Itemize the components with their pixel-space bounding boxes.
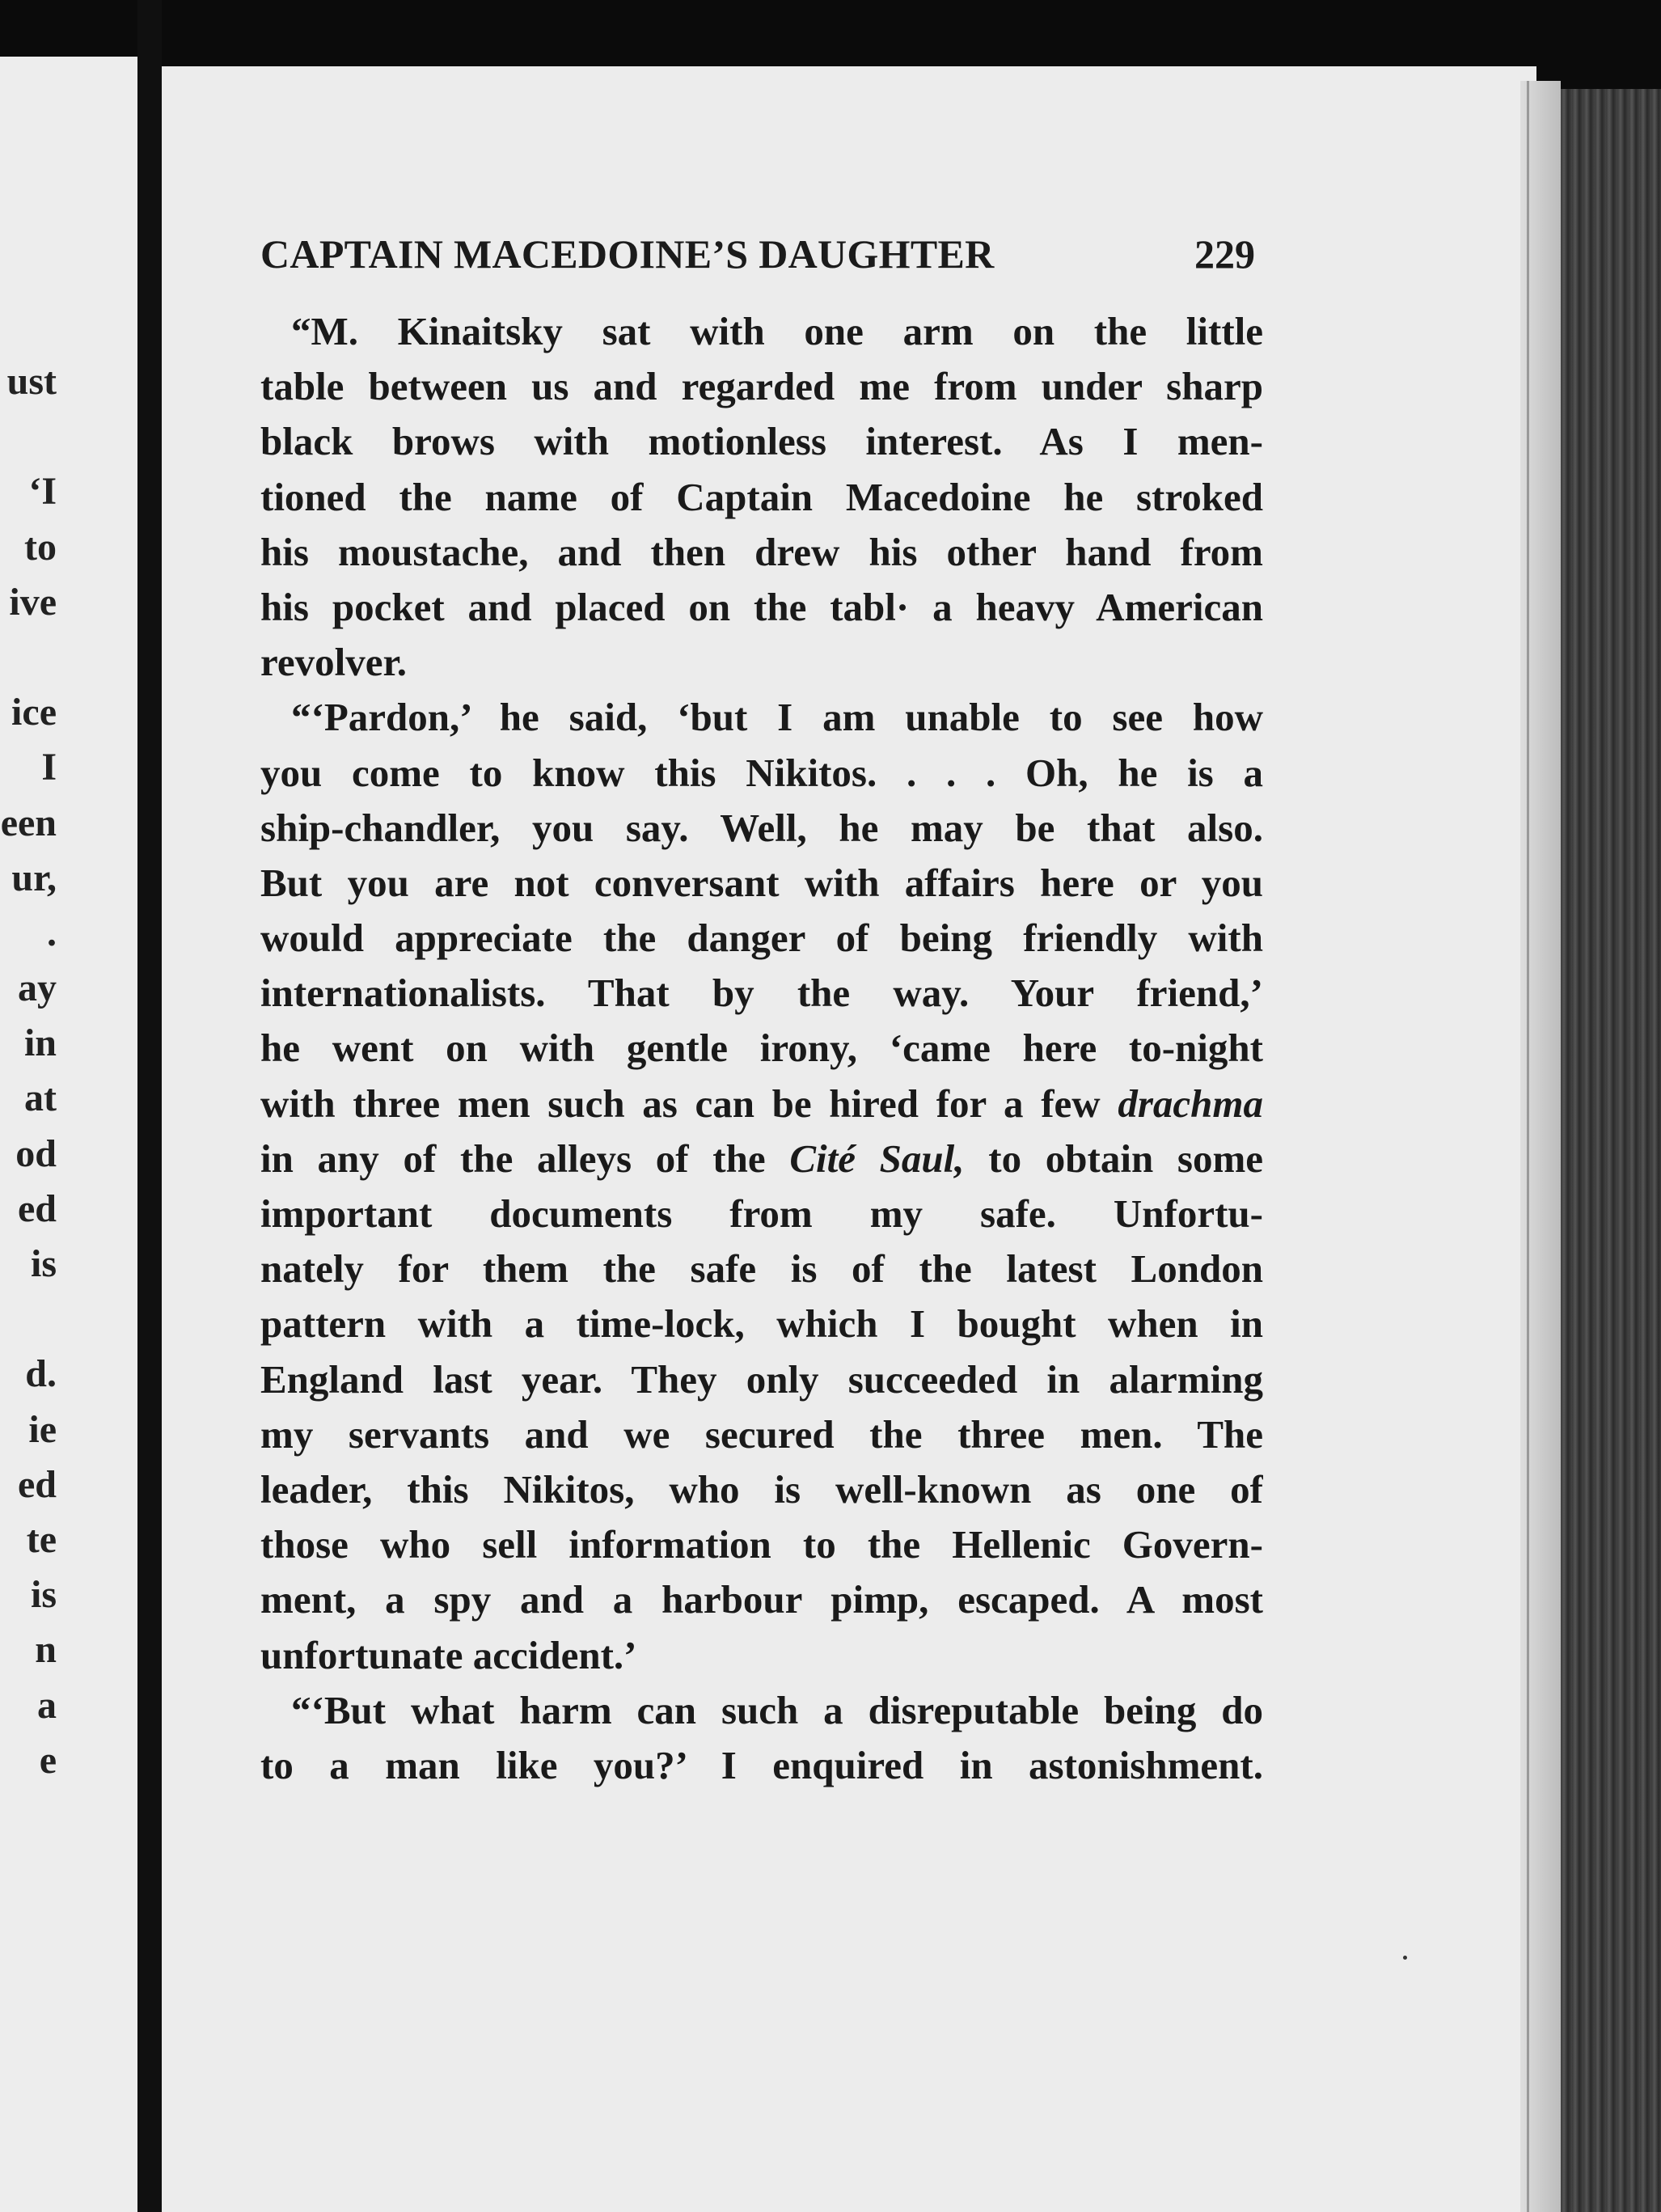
left-fragment: in — [23, 1021, 57, 1065]
text-line: “M. Kinaitsky sat with one arm on the little — [291, 309, 1263, 353]
text-line: he went on with gentle irony, ‘came here to-night — [260, 1026, 1263, 1071]
left-fragment: ed — [18, 1462, 57, 1506]
left-fragment: a — [37, 1683, 57, 1727]
running-header — [260, 222, 1255, 286]
left-fragment: . — [47, 911, 57, 954]
text-line — [260, 1076, 1263, 1131]
text-line: his moustache, and then drew his other hand from — [260, 529, 1263, 574]
text-line: his pocket and placed on the tabl· a heavy American — [260, 584, 1263, 629]
left-facing-page — [0, 57, 142, 2212]
text-line: tioned the name of Captain Macedoine he stroked — [260, 474, 1263, 519]
text-segment: in any of the alleys of the — [260, 1136, 766, 1181]
text-line: nately for them the safe is of the latest London — [260, 1246, 1263, 1292]
text-line — [260, 1131, 1263, 1186]
book-gutter — [137, 0, 162, 2212]
left-fragment: od — [15, 1131, 57, 1175]
left-fragment — [0, 630, 57, 685]
left-fragment: ie — [28, 1407, 57, 1451]
left-fragment: te — [26, 1517, 57, 1561]
text-line: pattern with a time-lock, which I bought when in — [260, 1301, 1263, 1347]
page-edge-line — [1527, 81, 1529, 2212]
left-fragment — [0, 409, 57, 464]
text-line: important documents from my safe. Unfortu- — [260, 1191, 1263, 1236]
text-line: would appreciate the danger of being friendly with — [260, 916, 1263, 961]
text-line: black brows with motionless interest. As I men- — [260, 419, 1263, 464]
left-fragment: ust — [6, 360, 57, 403]
left-fragment — [0, 1292, 57, 1347]
text-line: those who sell information to the Hellenic Govern- — [260, 1522, 1263, 1567]
text-line: to a man like you?’ I enquired in astonishment. — [260, 1742, 1263, 1787]
left-fragment: ur, — [11, 856, 57, 899]
left-fragment: I — [41, 746, 57, 789]
left-fragment: is — [30, 1242, 57, 1285]
text-line: leader, this Nikitos, who is well-known as one of — [260, 1466, 1263, 1512]
text-line: internationalists. That by the way. Your friend,’ — [260, 971, 1263, 1016]
left-fragment: ‘I — [28, 470, 57, 514]
italic-place-name: Cité Saul, — [789, 1136, 965, 1181]
text-segment: to obtain some — [988, 1136, 1263, 1181]
text-line: ship-chandler, you say. Well, he may be that also. — [260, 805, 1263, 850]
left-page-fragments — [0, 354, 57, 1788]
text-line: my servants and we secured the three men. The — [260, 1411, 1263, 1457]
running-title: CAPTAIN MACEDOINE’S DAUGHTER — [260, 231, 995, 277]
left-fragment: ive — [9, 580, 57, 624]
text-line: ment, a spy and a harbour pimp, escaped. A most — [260, 1577, 1263, 1622]
left-fragment: d. — [25, 1352, 57, 1396]
left-fragment: ice — [11, 691, 57, 734]
text-line: you come to know this Nikitos. . . . Oh, he is a — [260, 750, 1263, 795]
left-fragment: ay — [18, 966, 57, 1010]
left-fragment: at — [24, 1076, 57, 1120]
left-fragment: to — [24, 525, 57, 569]
text-line: “‘But what harm can such a disreputable being do — [291, 1687, 1263, 1732]
left-fragment: een — [0, 801, 57, 844]
text-line: But you are not conversant with affairs here or you — [260, 860, 1263, 905]
text-line: revolver. — [260, 640, 407, 685]
text-line: “‘Pardon,’ he said, ‘but I am unable to see how — [291, 695, 1263, 740]
text-line: England last year. They only succeeded in alarming — [260, 1356, 1263, 1402]
text-line: unfortunate accident.’ — [260, 1632, 637, 1677]
left-fragment: n — [35, 1628, 57, 1672]
ink-speck — [1403, 1956, 1407, 1960]
text-segment: with three men such as can be hired for a few — [260, 1081, 1101, 1126]
left-fragment: e — [39, 1738, 57, 1782]
italic-word: drachma — [1118, 1081, 1263, 1126]
body-text — [260, 304, 1263, 1793]
text-line: table between us and regarded me from under sharp — [260, 364, 1263, 409]
left-fragment: ed — [18, 1186, 57, 1230]
page-number: 229 — [1194, 231, 1255, 277]
left-fragment: is — [30, 1573, 57, 1617]
book-cover-edge — [1561, 89, 1661, 2212]
